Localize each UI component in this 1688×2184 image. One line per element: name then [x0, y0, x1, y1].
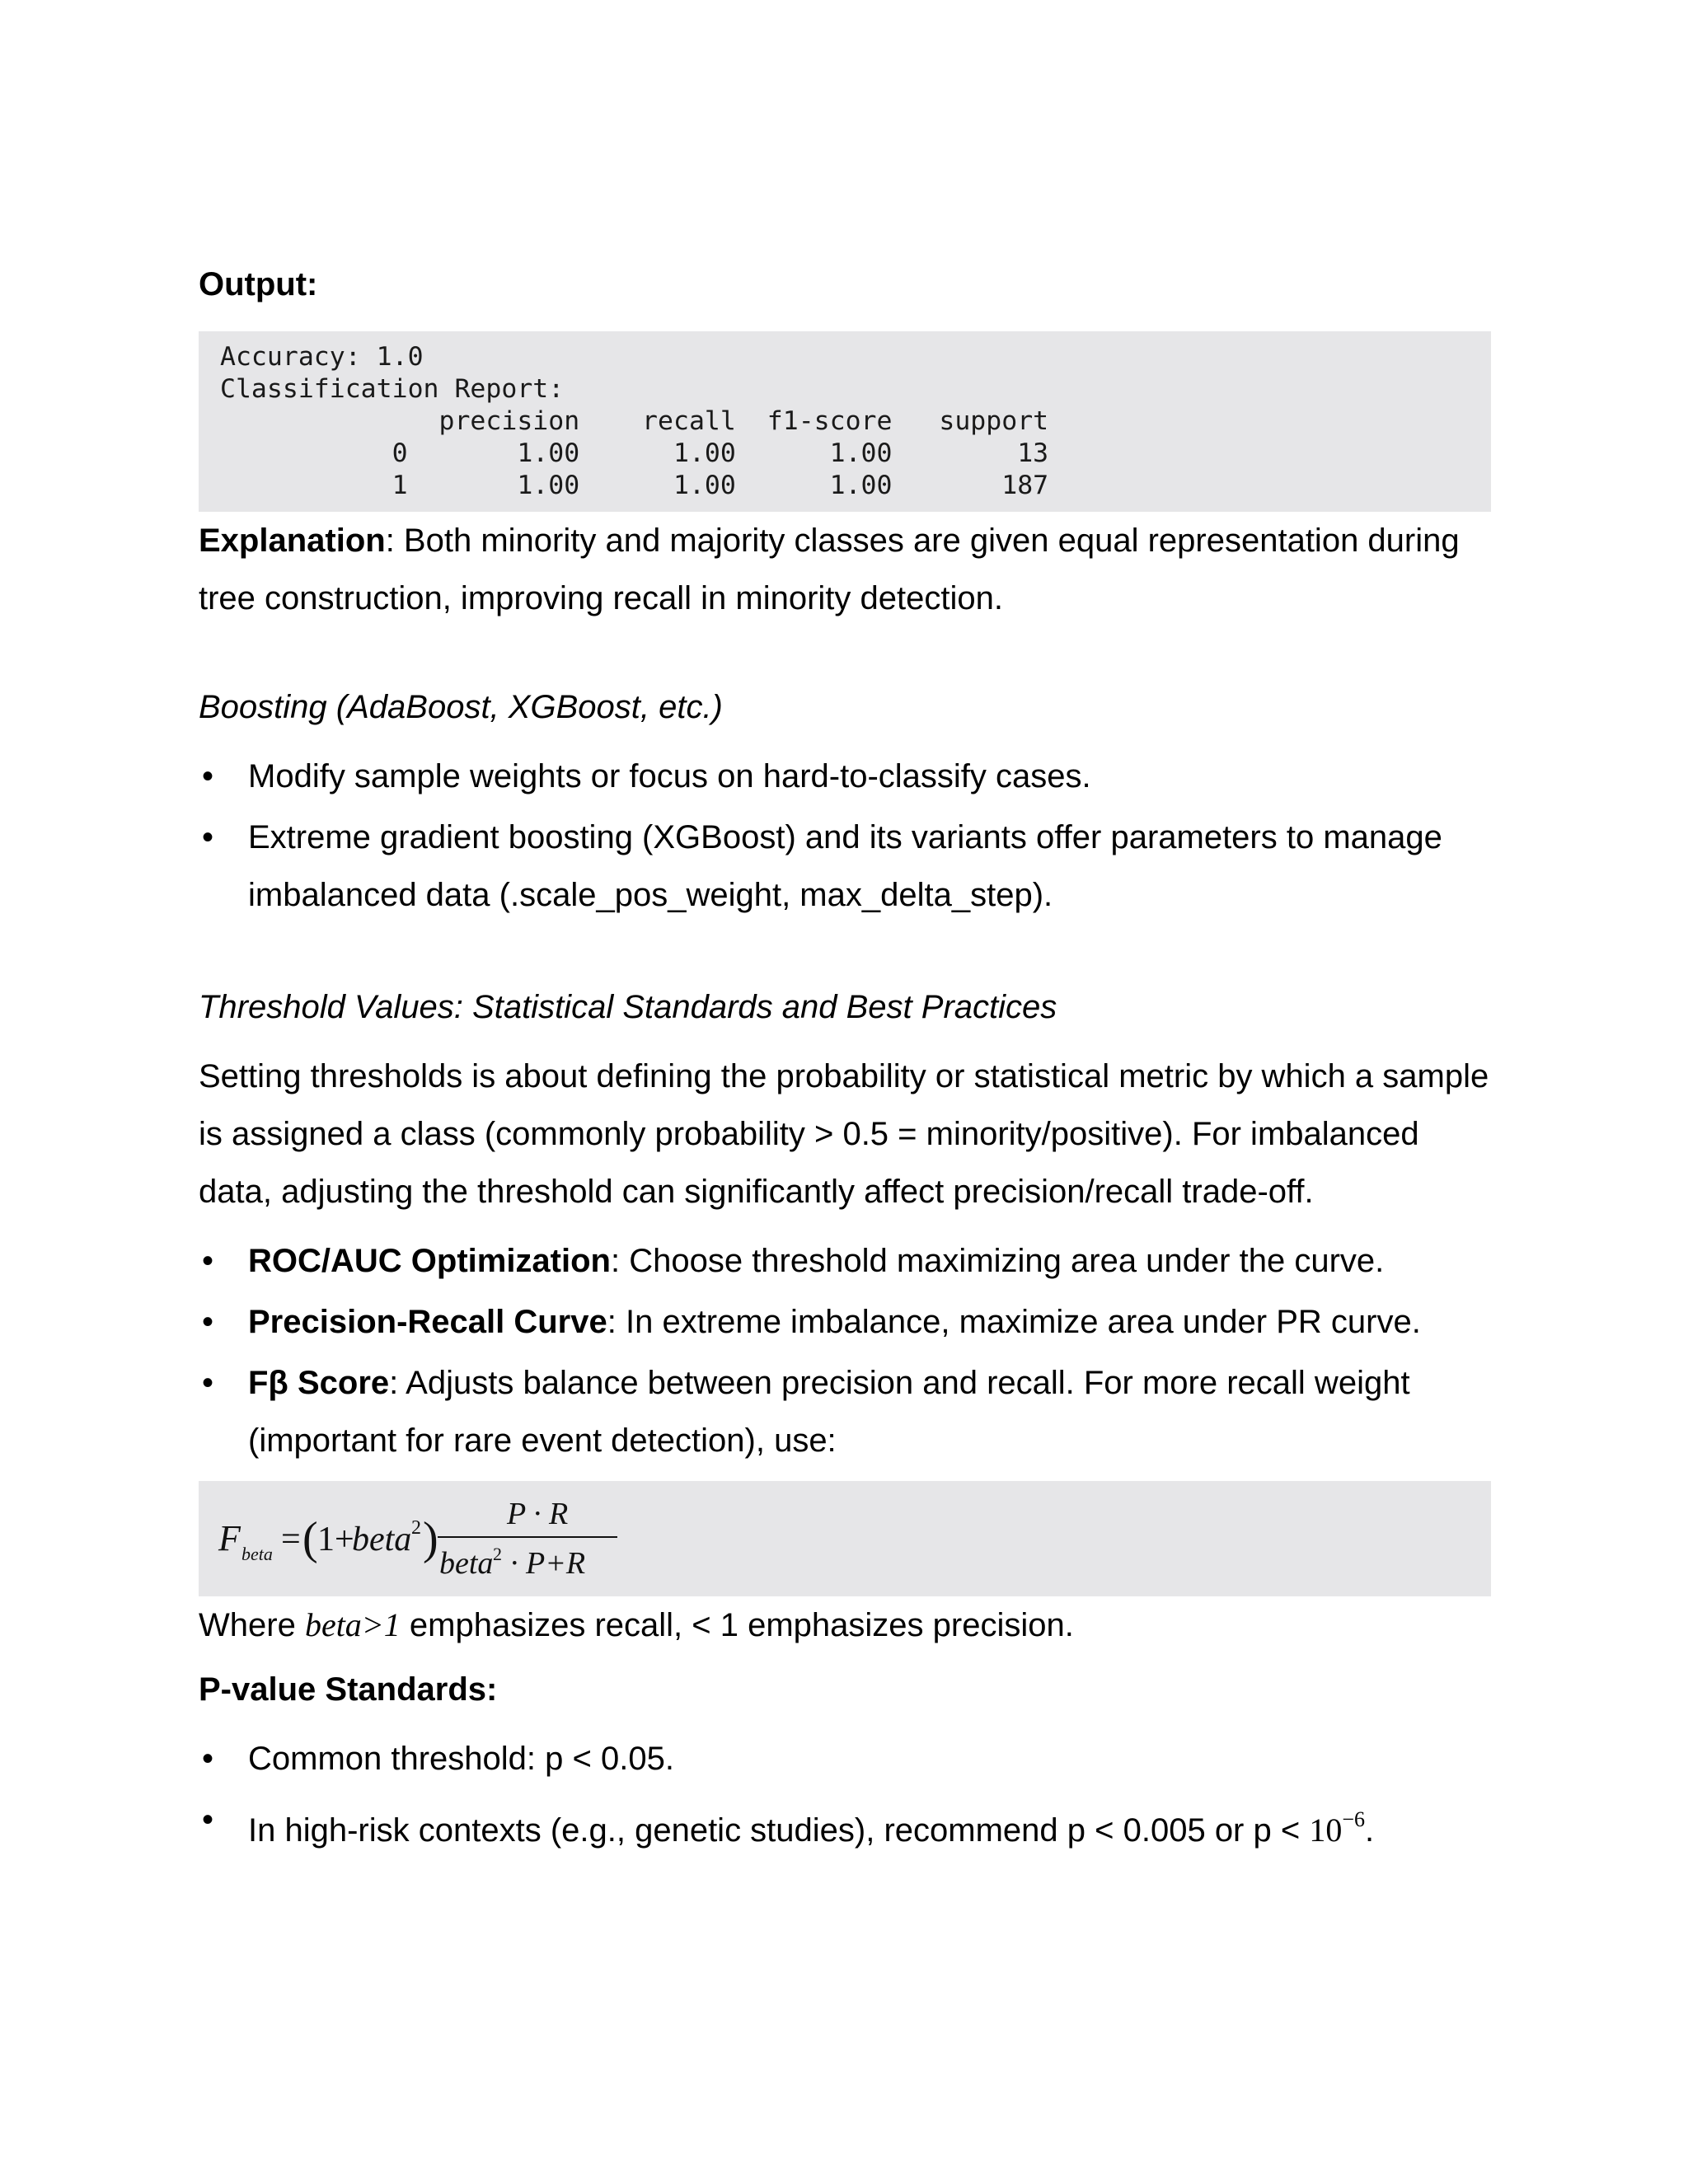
- list-item: [199, 1232, 1491, 1290]
- code-line: Accuracy: 1.0: [220, 342, 424, 372]
- list-item: [199, 1791, 1491, 1859]
- bullet-icon: •: [202, 1802, 214, 1838]
- formula-sub: beta: [241, 1544, 273, 1564]
- list-item-text: Extreme gradient boosting (XGBoost) and its variants offer parameters to manage imbalanced data (.scale_pos_weight, max_delta_step).: [248, 819, 1442, 913]
- code-output-block: [199, 331, 1491, 512]
- code-line: 1 1.00 1.00 1.00 187: [220, 471, 1049, 500]
- explanation-label: Explanation: [199, 523, 386, 559]
- pvalue-list: [199, 1730, 1491, 1859]
- output-heading: Output:: [199, 266, 318, 302]
- list-item: [199, 748, 1491, 805]
- list-item-text: Modify sample weights or focus on hard-to-classify cases.: [248, 758, 1091, 794]
- bullet-icon: •: [202, 819, 214, 855]
- list-item-text: : Choose threshold maximizing area under the curve.: [610, 1243, 1385, 1279]
- list-item-text: : In extreme imbalance, maximize area under PR curve.: [607, 1304, 1421, 1340]
- bullet-icon: •: [202, 1741, 214, 1777]
- list-item: [199, 1730, 1491, 1788]
- formula-block: [199, 1481, 1491, 1596]
- formula-f: F: [218, 1518, 241, 1558]
- pvalue-heading: P-value Standards:: [199, 1671, 498, 1708]
- where-math: beta>1: [304, 1606, 401, 1643]
- code-line: Classification Report:: [220, 374, 565, 404]
- list-item: [199, 1293, 1491, 1351]
- formula-den-rest: · P+R: [510, 1546, 586, 1581]
- where-paragraph: [199, 1596, 1491, 1654]
- where-pre: Where: [199, 1607, 305, 1643]
- list-item-label: ROC/AUC Optimization: [248, 1243, 611, 1279]
- explanation-text: : Both minority and majority classes are given equal representation during tree construction, improving recall in minority detection.: [199, 523, 1460, 616]
- formula-one-plus: 1+: [317, 1521, 354, 1558]
- list-item-text: Common threshold: p < 0.05.: [248, 1741, 674, 1777]
- formula-exp: 2: [411, 1517, 421, 1539]
- bullet-icon: •: [202, 1304, 214, 1340]
- list-item-end: .: [1365, 1812, 1375, 1849]
- list-item: [199, 1354, 1491, 1469]
- formula-rparen: ): [423, 1513, 438, 1564]
- bullet-icon: •: [202, 758, 214, 794]
- document-page: [199, 255, 1491, 1863]
- list-item-label: Precision-Recall Curve: [248, 1304, 607, 1340]
- threshold-list: [199, 1232, 1491, 1469]
- formula-numerator: P · R: [507, 1497, 569, 1531]
- power-base: 10: [1309, 1811, 1343, 1849]
- boosting-list: [199, 748, 1491, 924]
- threshold-title: Threshold Values: Statistical Standards and Best Practices: [199, 989, 1057, 1025]
- boosting-title: Boosting (AdaBoost, XGBoost, etc.): [199, 689, 723, 725]
- bullet-icon: •: [202, 1365, 214, 1401]
- formula-lparen: (: [302, 1513, 318, 1564]
- bullet-icon: •: [202, 1243, 214, 1279]
- code-line: precision recall f1-score support: [220, 406, 1049, 436]
- code-line: 0 1.00 1.00 1.00 13: [220, 438, 1049, 468]
- formula-eq: =: [281, 1521, 301, 1558]
- where-post: emphasizes recall, < 1 emphasizes precision.: [400, 1607, 1074, 1643]
- list-item-text: : Adjusts balance between precision and recall. For more recall weight (important for rare event detection), use:: [248, 1365, 1410, 1459]
- power-exponent: −6: [1342, 1807, 1365, 1831]
- formula-den-beta: beta: [439, 1546, 494, 1581]
- list-item-label: Fβ Score: [248, 1365, 390, 1401]
- formula-den-exp: 2: [493, 1544, 502, 1564]
- f-beta-formula: [217, 1481, 645, 1596]
- threshold-paragraph: Setting thresholds is about defining the probability or statistical metric by which a sample is assigned a class (commonly probability > 0.5 = minority/positive). For imbalanced data, adjusting the threshold can significantly affect precision/recall trade-off.: [199, 1058, 1489, 1210]
- formula-beta: beta: [352, 1521, 412, 1558]
- list-item: [199, 808, 1491, 924]
- list-item-text: In high-risk contexts (e.g., genetic studies), recommend p < 0.005 or p <: [248, 1812, 1310, 1849]
- explanation-paragraph: [199, 512, 1491, 627]
